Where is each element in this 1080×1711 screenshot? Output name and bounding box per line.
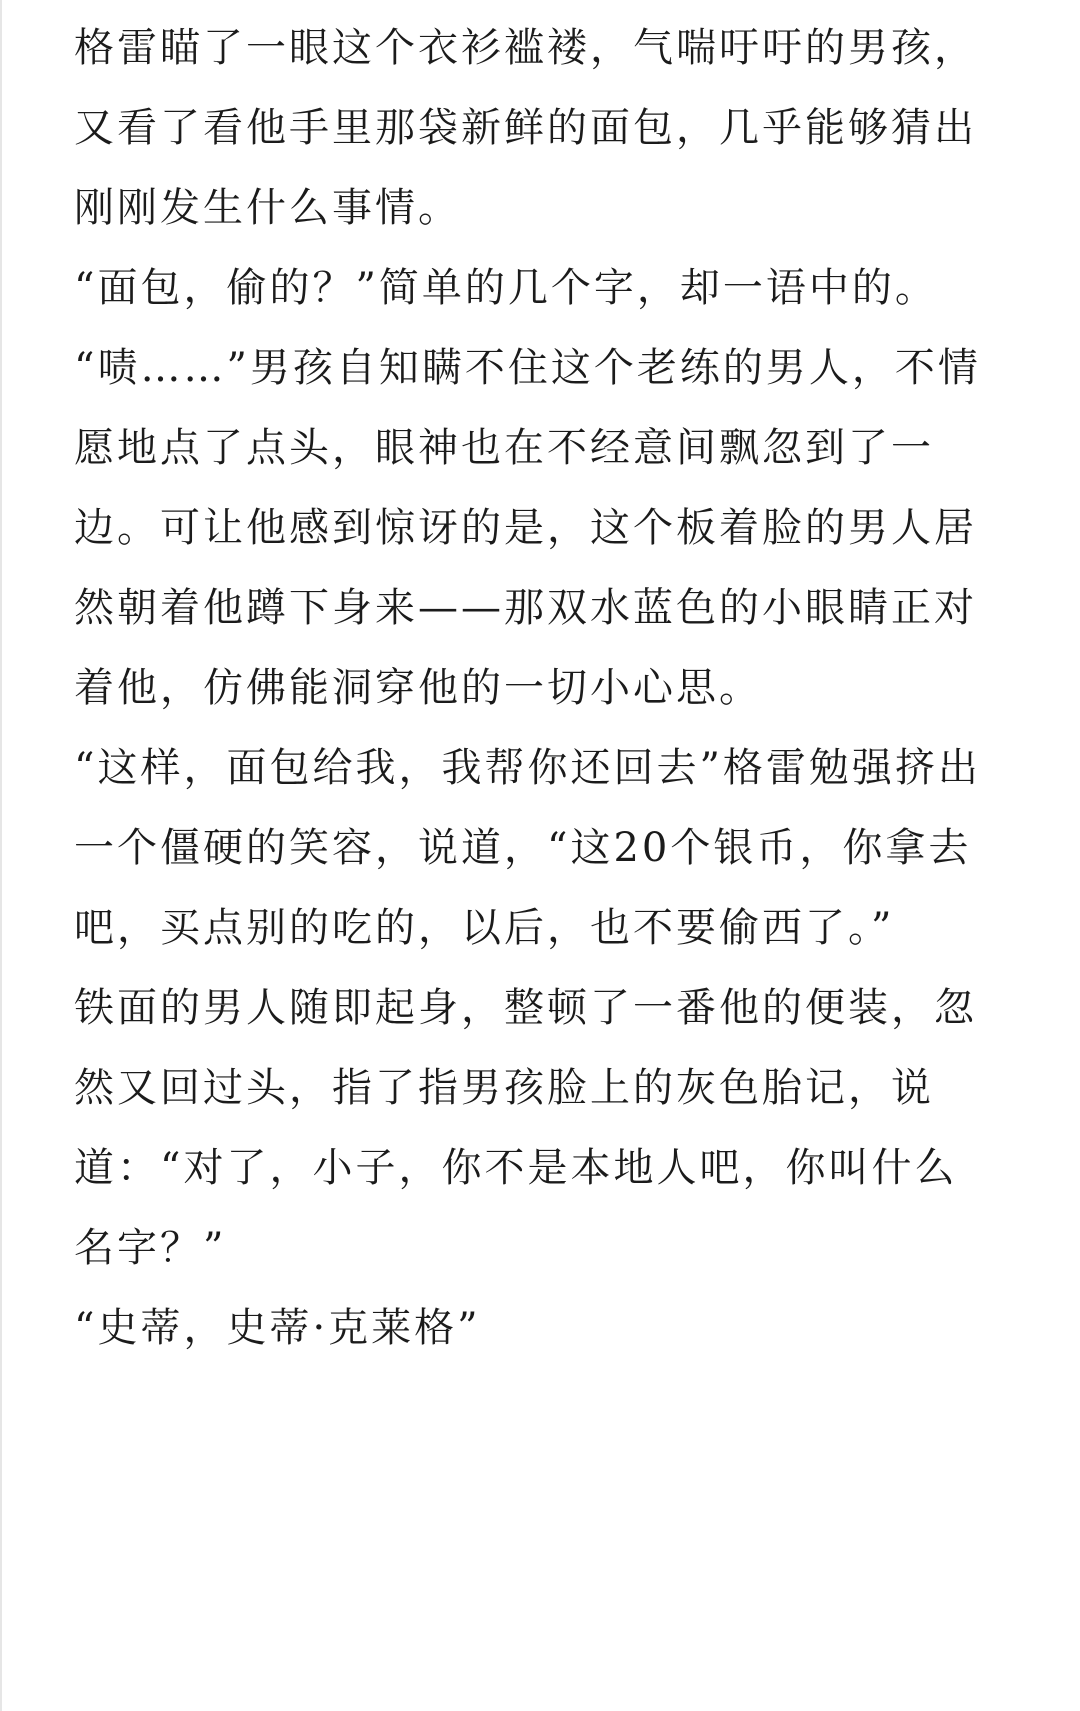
paragraph: 格雷瞄了一眼这个衣衫褴褛，气喘吁吁的男孩，又看了看他手里那袋新鲜的面包，几乎能够猜出刚刚发生什么事情。 [74, 25, 977, 231]
paragraph: “史蒂，史蒂·克莱格” [74, 1305, 481, 1351]
paragraph: “啧……”男孩自知瞒不住这个老练的男人，不情愿地点了点头，眼神也在不经意间飘忽到了一边。可让他感到惊讶的是，这个板着脸的男人居然朝着他蹲下身来——那双水蓝色的小眼睛正对着他，仿佛能洞穿他的一切小心思。 [74, 345, 981, 711]
paragraph: 铁面的男人随即起身，整顿了一番他的便装，忽然又回过头，指了指男孩脸上的灰色胎记，说道：“对了，小子，你不是本地人吧，你叫什么名字？” [74, 985, 977, 1271]
page-edge [0, 0, 2, 1711]
paragraph: “面包，偷的？”简单的几个字，却一语中的。 [74, 265, 938, 311]
story-text [74, 8, 984, 1368]
paragraph: “这样，面包给我，我帮你还回去”格雷勉强挤出一个僵硬的笑容，说道，“这20个银币，你拿去吧，买点别的吃的，以后，也不要偷西了。” [74, 745, 981, 951]
